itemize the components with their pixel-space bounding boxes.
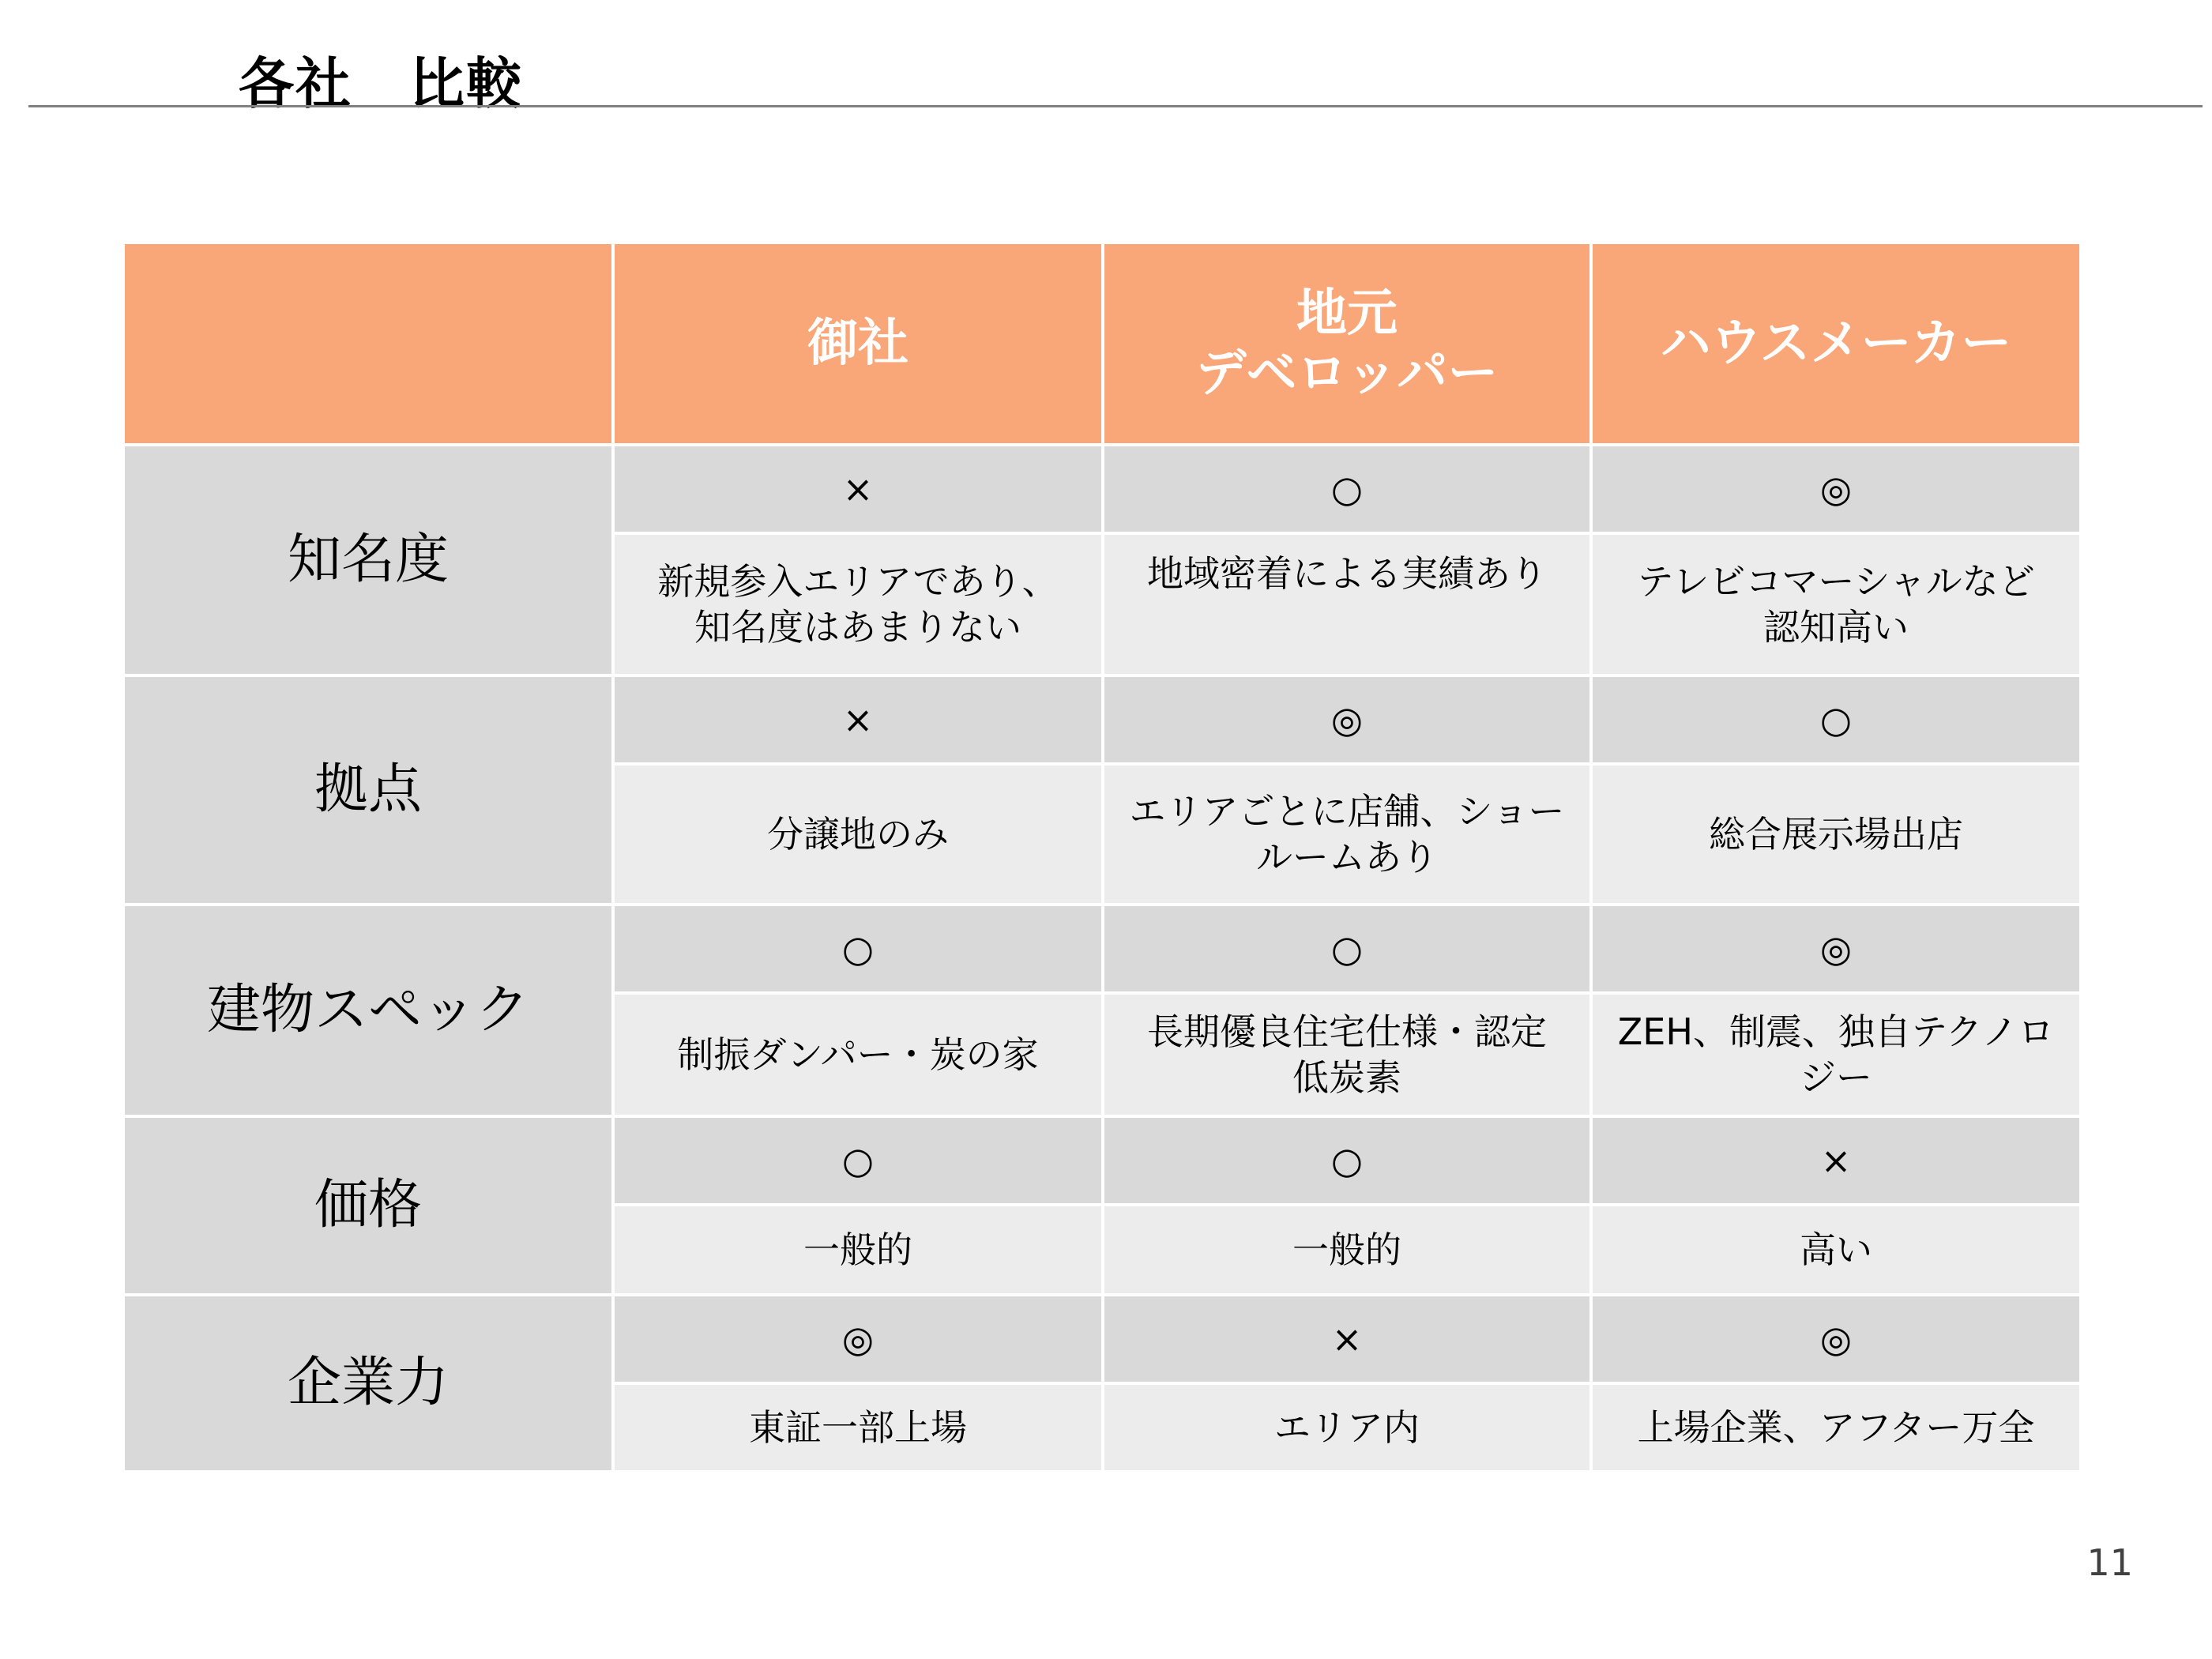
rating-mark: ◎ xyxy=(1591,1295,2081,1383)
description-cell: 一般的 xyxy=(613,1205,1103,1295)
rating-mark: ○ xyxy=(1591,675,2081,764)
header-house-maker: ハウスメーカー xyxy=(1591,243,2081,445)
rating-mark: × xyxy=(613,675,1103,764)
rating-mark: ◎ xyxy=(1591,445,2081,533)
rating-mark: × xyxy=(1591,1116,2081,1205)
criterion-cell: 知名度 xyxy=(123,445,613,675)
page-number: 11 xyxy=(2086,1541,2133,1584)
table-header-row xyxy=(123,243,2081,445)
description-cell: エリア内 xyxy=(1103,1383,1591,1472)
description-cell: 東証一部上場 xyxy=(613,1383,1103,1472)
rating-mark: ○ xyxy=(613,1116,1103,1205)
table-row-rating xyxy=(123,675,2081,764)
description-cell: 新規参入エリアであり、 知名度はあまりない xyxy=(613,533,1103,675)
description-cell: テレビコマーシャルなど 認知高い xyxy=(1591,533,2081,675)
slide-title: 各社 比較 xyxy=(239,51,523,116)
description-cell: 高い xyxy=(1591,1205,2081,1295)
header-local-developer: 地元 デベロッパー xyxy=(1103,243,1591,445)
description-cell: 一般的 xyxy=(1103,1205,1591,1295)
table-row-rating xyxy=(123,905,2081,993)
description-cell: 分譲地のみ xyxy=(613,764,1103,905)
table-row-rating xyxy=(123,1295,2081,1383)
criterion-cell: 拠点 xyxy=(123,675,613,905)
description-cell: 総合展示場出店 xyxy=(1591,764,2081,905)
rating-mark: ◎ xyxy=(1103,675,1591,764)
table-row-rating xyxy=(123,445,2081,533)
description-cell: 制振ダンパー・炭の家 xyxy=(613,993,1103,1116)
rating-mark: ◎ xyxy=(1591,905,2081,993)
rating-mark: × xyxy=(1103,1295,1591,1383)
header-corner-cell xyxy=(123,243,613,445)
description-cell: 上場企業、アフター万全 xyxy=(1591,1383,2081,1472)
rating-mark: ○ xyxy=(1103,905,1591,993)
title-divider xyxy=(28,105,2203,107)
rating-mark: × xyxy=(613,445,1103,533)
criterion-cell: 価格 xyxy=(123,1116,613,1295)
rating-mark: ○ xyxy=(1103,1116,1591,1205)
rating-mark: ○ xyxy=(1103,445,1591,533)
criterion-cell: 企業力 xyxy=(123,1295,613,1472)
description-cell: ZEH、制震、独自テクノロ ジー xyxy=(1591,993,2081,1116)
criterion-cell: 建物スペック xyxy=(123,905,613,1116)
comparison-table xyxy=(122,241,2082,1473)
description-cell: エリアごとに店舗、ショー ルームあり xyxy=(1103,764,1591,905)
rating-mark: ○ xyxy=(613,905,1103,993)
rating-mark: ◎ xyxy=(613,1295,1103,1383)
description-cell: 地域密着による実績あり xyxy=(1103,533,1591,675)
header-our-company: 御社 xyxy=(613,243,1103,445)
description-cell: 長期優良住宅仕様・認定 低炭素 xyxy=(1103,993,1591,1116)
table-row-rating xyxy=(123,1116,2081,1205)
